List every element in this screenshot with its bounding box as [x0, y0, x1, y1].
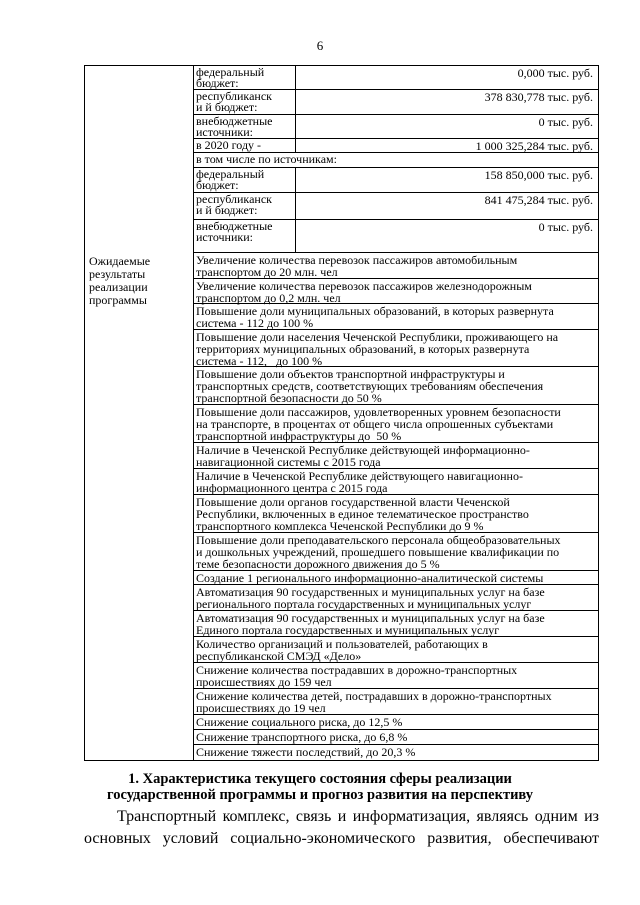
result-row: [193, 253, 598, 279]
result-text: Повышение доли пассажиров, удовлетворенных уровнем безопасности на транспорте, в процентах от общего числа опрошенных субъектами транспортной инфраструктуры до 50 %: [196, 405, 561, 443]
finance-value: 0,000 тыс. руб.: [517, 66, 593, 80]
result-text: Количество организаций и пользователей, работающих в республиканской СМЭД «Дело»: [196, 637, 488, 663]
finance-value: 0 тыс. руб.: [538, 115, 593, 129]
result-text: Снижение транспортного риска, до 6,8 %: [196, 730, 408, 744]
finance-value: 841 475,284 тыс. руб.: [484, 193, 593, 207]
result-row: [193, 715, 598, 730]
page-number: 6: [316, 38, 324, 53]
result-row: [193, 279, 598, 304]
finance-row: [193, 90, 598, 115]
finance-label: внебюджетные источники:: [196, 219, 273, 244]
result-row: [193, 405, 598, 443]
result-row: [193, 730, 598, 745]
finance-value: 0 тыс. руб.: [538, 220, 593, 234]
result-row: [193, 367, 598, 405]
result-text: Повышение доли населения Чеченской Республики, проживающего на территориях муниципальных образований, в которых развернута система - 112, до 100 %: [196, 330, 559, 368]
finance-row: [193, 115, 598, 139]
table-left-column: [85, 66, 194, 760]
result-text: Повышение доли муниципальных образований, в которых развернута система - 112 до 100 %: [196, 304, 554, 330]
result-row: [193, 745, 598, 760]
finance-row: [193, 153, 598, 168]
result-row: [193, 304, 598, 330]
finance-label: внебюджетные источники:: [196, 114, 273, 139]
body-paragraph-line: Транспортный комплекс, связь и информатизация, являясь одним из: [117, 808, 599, 825]
body-paragraph-line: основных условий социально-экономического развития, обеспечивают: [84, 830, 599, 847]
result-row: [193, 495, 598, 533]
result-row: [193, 330, 598, 367]
result-row: [193, 533, 598, 571]
table-right-column: [193, 66, 598, 760]
results-label: Ожидаемые результаты реализации программы: [89, 254, 151, 307]
finance-value: 1 000 325,284 тыс. руб.: [475, 139, 593, 153]
finance-row: [193, 139, 598, 153]
finance-label: республиканск и й бюджет:: [196, 192, 272, 217]
result-row: [193, 571, 598, 585]
finance-row: [193, 168, 598, 193]
result-row: [193, 443, 598, 469]
result-row: [193, 585, 598, 611]
result-row: [193, 469, 598, 495]
result-text: Наличие в Чеченской Республике действующего навигационно- информационного центра с 2015 года: [196, 469, 523, 495]
finance-label: в том числе по источникам:: [196, 152, 337, 166]
result-row: [193, 611, 598, 637]
finance-label: республиканск и й бюджет:: [196, 89, 272, 114]
result-text: Увеличение количества перевозок пассажиров железнодорожным транспортом до 0,2 млн. чел: [196, 279, 532, 305]
finance-label: в 2020 году -: [196, 138, 262, 152]
result-text: Снижение тяжести последствий, до 20,3 %: [196, 745, 416, 759]
result-text: Наличие в Чеченской Республике действующей информационно- навигационной системы с 2015 года: [196, 443, 530, 469]
finance-label: федеральный бюджет:: [196, 65, 265, 90]
result-text: Автоматизация 90 государственных и муниципальных услуг на базе регионального портала государственных и муниципальных услуг: [196, 585, 545, 611]
result-text: Снижение количества детей, пострадавших в дорожно-транспортных происшествиях до 19 чел: [196, 689, 552, 715]
finance-label: федеральный бюджет:: [196, 167, 265, 192]
result-row: [193, 689, 598, 715]
result-text: Автоматизация 90 государственных и муниципальных услуг на базе Единого портала государственных и муниципальных услуг: [196, 611, 545, 637]
result-row: [193, 663, 598, 689]
result-text: Создание 1 регионального информационно-аналитической системы: [196, 571, 544, 585]
finance-row: [193, 66, 598, 90]
finance-row: [193, 193, 598, 220]
result-row: [193, 637, 598, 663]
finance-row: [193, 220, 598, 253]
result-text: Повышение доли органов государственной власти Чеченской Республики, включенных в единое телематическое пространство транспортного комплекса Чеченской Республики до 9 %: [196, 495, 529, 533]
finance-value: 378 830,778 тыс. руб.: [484, 90, 593, 104]
result-text: Снижение количества пострадавших в дорожно-транспортных происшествиях до 159 чел: [196, 663, 518, 689]
result-text: Увеличение количества перевозок пассажиров автомобильным транспортом до 20 млн. чел: [196, 253, 518, 279]
result-text: Повышение доли преподавательского персонала общеобразовательных и дошкольных учреждений, прошедшего повышение квалификации по теме безопасности дорожного движения до 5 %: [196, 533, 561, 571]
result-text: Повышение доли объектов транспортной инфраструктуры и транспортных средств, соответствующих требованиям обеспечения транспортной безопасности до 50 %: [196, 367, 544, 405]
passport-table: [84, 65, 599, 761]
section-heading: 1. Характеристика текущего состояния сферы реализации государственной программы и прогноз развития на перспективу: [106, 771, 534, 803]
finance-value: 158 850,000 тыс. руб.: [484, 168, 593, 182]
result-text: Снижение социального риска, до 12,5 %: [196, 715, 403, 729]
